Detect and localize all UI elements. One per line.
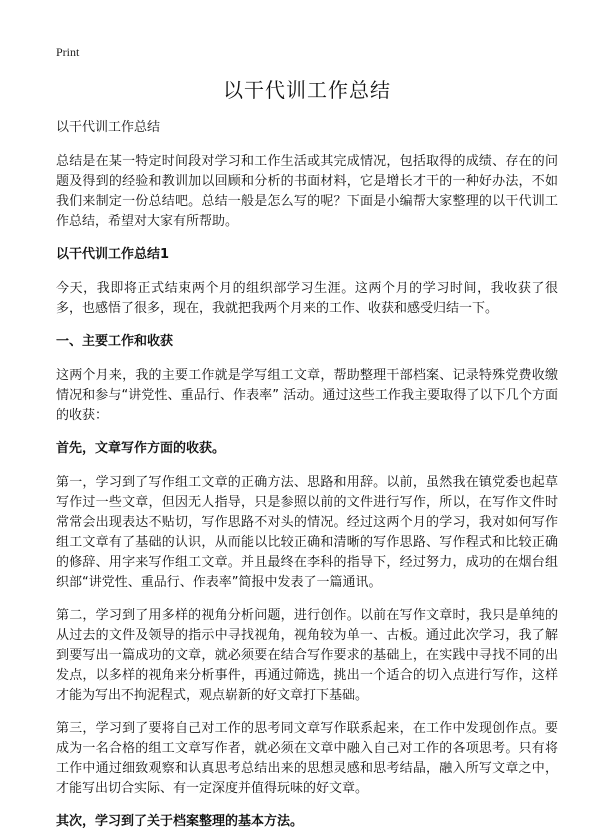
gain-paragraph-1: 第一，学习到了写作组工文章的正确方法、思路和用辞。以前，虽然我在镇党委也起草写作过一些文章，但因无人指导，只是参照以前的文件进行写作，所以，在写作文件时常常会出现表达不贴切，写作思路不对头的情况。经过这两个月的学习，我对如何写作组工文章有了基础的认识，从而能以比较正确和清晰的写作思路、写作程式和比较正确的修辞、用字来写作组工文章。并且最终在李科的指导下，经过努力，成功的在烟台组织部“讲党性、重品行、作表率”简报中发表了一篇通讯。 <box>56 475 558 590</box>
gain-paragraph-3: 第三，学习到了要将自己对工作的思考同文章写作联系起来，在工作中发现创作点。要成为一名合格的组工文章写作者，就必须在文章中融入自己对工作的各项思考。只有将工作中通过细致观察和认真思考总结出来的思想灵感和思考结晶，融入所写文章之中，才能写出切合实际、有一定深度并值得玩味的好文章。 <box>56 721 558 796</box>
section-heading-summary-1: 以干代训工作总结1 <box>56 247 170 262</box>
document-subtitle: 以干代训工作总结 <box>56 120 161 135</box>
document-title: 以干代训工作总结 <box>223 78 391 102</box>
intro-paragraph: 总结是在某一特定时间段对学习和工作生活或其完成情况，包括取得的成绩、存在的问题及得到的经验和教训加以回顾和分析的书面材料，它是增长才干的一种好办法，不如我们来制定一份总结吧。总结一般是怎么写的呢？下面是小编帮大家整理的以干代训工作总结，希望对大家有所帮助。 <box>56 154 558 229</box>
gain-paragraph-2: 第二，学习到了用多样的视角分析问题，进行创作。以前在写作文章时，我只是单纯的从过去的文件及领导的指示中寻找视角，视角较为单一、古板。通过此次学习，我了解到要写出一篇成功的文章，就必须要在结合写作要求的基础上，在实践中寻找不同的出发点，以多样的视角来分析事件，再通过筛选，挑出一个适合的切入点进行写作，这样才能为写出不拘泥程式，观点崭新的好文章打下基础。 <box>56 608 558 703</box>
opening-paragraph: 今天，我即将正式结束两个月的组织部学习生涯。这两个月的学习时间，我收获了很多，也感悟了很多，现在，我就把我两个月来的工作、收获和感受归结一下。 <box>56 281 558 316</box>
subheading-writing-gains: 首先，文章写作方面的收获。 <box>56 441 226 456</box>
section-heading-main-work: 一、主要工作和收获 <box>56 334 174 349</box>
subheading-archive-methods: 其次，学习到了关于档案整理的基本方法。 <box>56 814 304 829</box>
print-link[interactable]: Print <box>56 45 80 59</box>
main-work-paragraph: 这两个月来，我的主要工作就是学写组工文章，帮助整理干部档案、记录特殊党费收缴情况和参与“讲党性、重品行、作表率” 活动。通过这些工作我主要取得了以下几个方面的收获： <box>56 368 558 423</box>
